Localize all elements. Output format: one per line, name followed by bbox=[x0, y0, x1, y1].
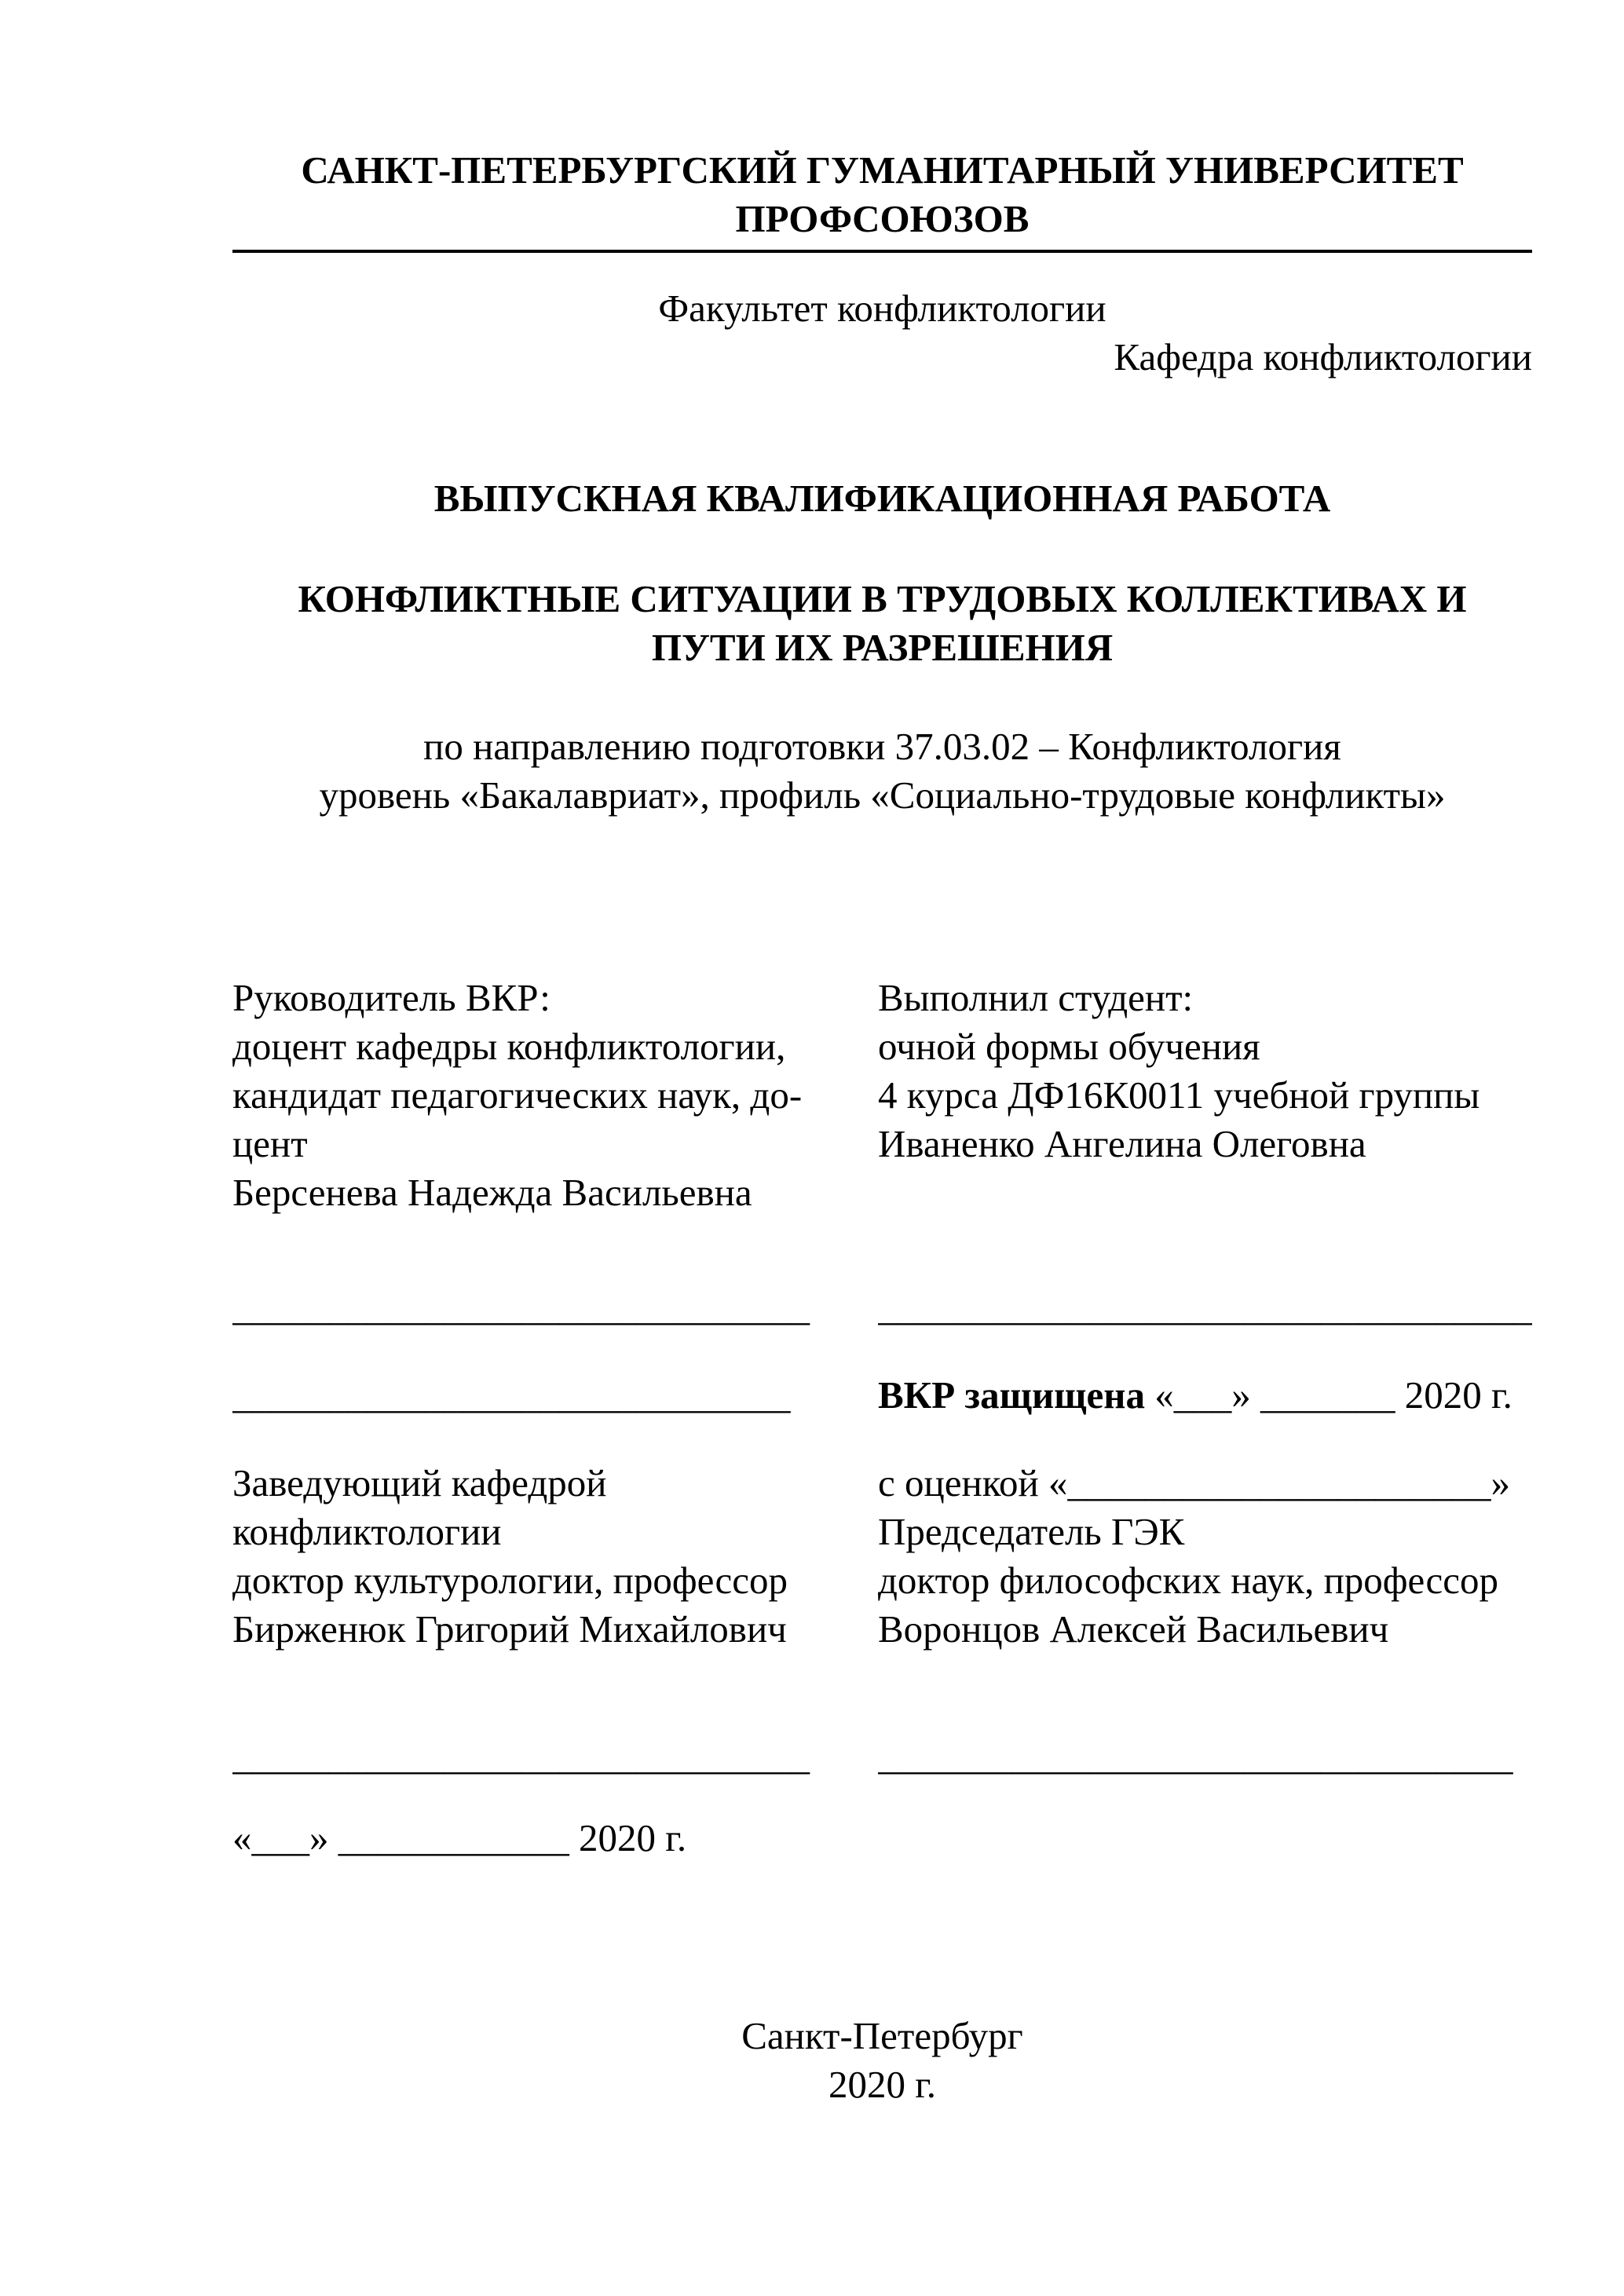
thesis-title-line-1: КОНФЛИКТНЫЕ СИТУАЦИИ В ТРУДОВЫХ КОЛЛЕКТИВАХ И bbox=[298, 577, 1467, 620]
supervisor-position-line-2: кандидат педагогических наук, до- bbox=[232, 1073, 803, 1117]
footer bbox=[232, 2012, 1532, 2109]
student-form-line: очной формы обучения bbox=[878, 1025, 1260, 1068]
student-block bbox=[878, 974, 1532, 1217]
thesis-title-line-2: ПУТИ ИХ РАЗРЕШЕНИЯ bbox=[651, 626, 1114, 669]
signature-row-2 bbox=[232, 1371, 1532, 1420]
date-row-spacer bbox=[878, 1814, 1532, 1863]
program-direction: по направлению подготовки 37.03.02 – Конфликтология bbox=[423, 725, 1341, 768]
defense-date-blank: «___» _______ 2020 г. bbox=[1145, 1373, 1512, 1417]
head-title-line-2: конфликтологии bbox=[232, 1510, 502, 1553]
thesis-title bbox=[232, 575, 1532, 672]
defense-date-label: ВКР защищена bbox=[878, 1373, 1146, 1417]
faculty-name: Факультет конфликтологии bbox=[658, 287, 1106, 330]
head-date-line: «___» ____________ 2020 г. bbox=[232, 1816, 687, 1859]
supervisor-position-line-3: цент bbox=[232, 1122, 308, 1165]
program-level: уровень «Бакалавриат», профиль «Социально-трудовые конфликты» bbox=[319, 773, 1446, 817]
supervisor-signature-line-2: _____________________________ bbox=[232, 1373, 791, 1417]
people-section bbox=[232, 974, 1532, 1217]
head-name: Бирженюк Григорий Михайлович bbox=[232, 1607, 787, 1651]
program-info bbox=[232, 722, 1532, 820]
footer-year: 2020 г. bbox=[828, 2063, 937, 2106]
date-row bbox=[232, 1814, 1532, 1863]
department-name: Кафедра конфликтологии bbox=[1114, 335, 1532, 378]
university-name: САНКТ-ПЕТЕРБУРГСКИЙ ГУМАНИТАРНЫЙ УНИВЕРСИТЕТ ПРОФСОЮЗОВ bbox=[232, 146, 1532, 253]
student-name: Иваненко Ангелина Олеговна bbox=[878, 1122, 1366, 1165]
student-label: Выполнил студент: bbox=[878, 976, 1194, 1019]
supervisor-name: Берсенева Надежда Васильевна bbox=[232, 1171, 752, 1214]
head-title-line-1: Заведующий кафедрой bbox=[232, 1461, 607, 1504]
chairman-name: Воронцов Алексей Васильевич bbox=[878, 1607, 1389, 1651]
head-of-department-block bbox=[232, 1459, 878, 1654]
signature-row-3 bbox=[232, 1732, 1532, 1781]
head-degree-line: доктор культурологии, профессор bbox=[232, 1559, 788, 1602]
student-group-line: 4 курса ДФ16К0011 учебной группы bbox=[878, 1073, 1480, 1117]
footer-city: Санкт-Петербург bbox=[741, 2014, 1023, 2057]
supervisor-label: Руководитель ВКР: bbox=[232, 976, 550, 1019]
supervisor-position-line-1: доцент кафедры конфликтологии, bbox=[232, 1025, 786, 1068]
chairman-degree: доктор философских наук, профессор bbox=[878, 1559, 1499, 1602]
work-type-heading: ВЫПУСКНАЯ КВАЛИФИКАЦИОННАЯ РАБОТА bbox=[433, 477, 1331, 520]
supervisor-signature-line: ______________________________ bbox=[232, 1285, 810, 1329]
officials-section bbox=[232, 1459, 1532, 1654]
supervisor-block bbox=[232, 974, 878, 1217]
head-signature-line: ______________________________ bbox=[232, 1735, 810, 1778]
student-signature-line: __________________________________ bbox=[878, 1285, 1532, 1329]
chairman-block bbox=[878, 1459, 1532, 1654]
chairman-signature-line: _________________________________ bbox=[878, 1735, 1513, 1778]
chairman-title: Председатель ГЭК bbox=[878, 1510, 1185, 1553]
defense-date-line bbox=[878, 1371, 1532, 1420]
signature-row-1 bbox=[232, 1283, 1532, 1332]
grade-line: с оценкой «______________________» bbox=[878, 1461, 1510, 1504]
